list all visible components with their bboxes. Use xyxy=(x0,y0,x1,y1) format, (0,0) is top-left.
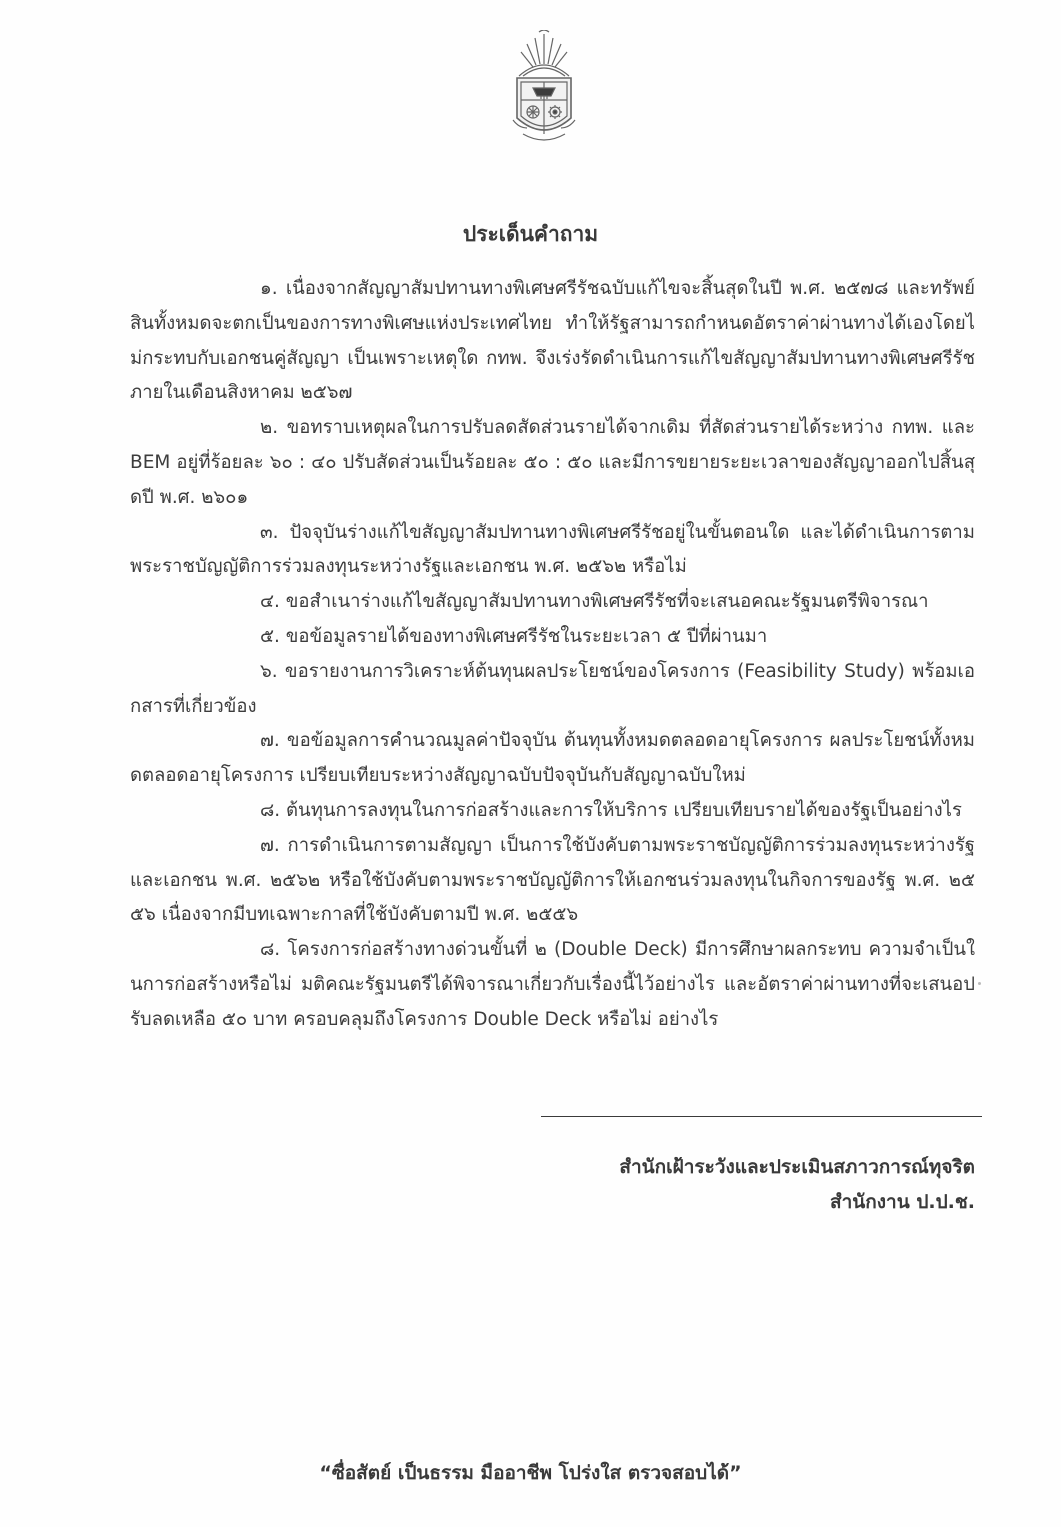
agency-name: สำนักงาน ป.ป.ช. xyxy=(830,1191,975,1213)
question-item-6: ๖. ขอรายงานการวิเคราะห์ต้นทุนผลประโยชน์ของโครงการ (Feasibility Study) พร้อมเอกสารที่เกี่ยวข้อง xyxy=(130,660,975,717)
question-list xyxy=(130,272,975,1038)
question-item-7: ๗. ขอข้อมูลการคำนวณมูลค่าปัจจุบัน ต้นทุนทั้งหมดตลอดอายุโครงการ ผลประโยชน์ทั้งหมดตลอดอายุโครงการ เปรียบเทียบระหว่างสัญญาฉบับปัจจุบันกับสัญญาฉบับใหม่ xyxy=(130,730,975,787)
question-item-9: ๗. การดำเนินการตามสัญญา เป็นการใช้บังคับตามพระราชบัญญัติการร่วมลงทุนระหว่างรัฐและเอกชน พ.ศ. ๒๕๖๒ หรือใช้บังคับตามพระราชบัญญัติการให้เอกชนร่วมลงทุนในกิจการของรัฐ พ.ศ. ๒๕๕๖ เนื่องจากมีบทเฉพาะกาลที่ใช้บังคับตามปี พ.ศ. ๒๕๕๖ xyxy=(130,834,975,926)
question-item-2: ๒. ขอทราบเหตุผลในการปรับลดสัดส่วนรายได้จากเดิม ที่สัดส่วนรายได้ระหว่าง กทพ. และ BEM อยู่ที่ร้อยละ ๖๐ : ๔๐ ปรับสัดส่วนเป็นร้อยละ ๕๐ : ๕๐ และมีการขยายระยะเวลาของสัญญาออกไปสิ้นสุดปี พ.ศ. ๒๖๐๑ xyxy=(130,417,975,508)
question-item-4: ๔. ขอสำเนาร่างแก้ไขสัญญาสัมปทานทางพิเศษศรีรัชที่จะเสนอคณะรัฐมนตรีพิจารณา xyxy=(260,591,929,613)
question-item-8: ๘. ต้นทุนการลงทุนในการก่อสร้างและการให้บริการ เปรียบเทียบรายได้ของรัฐเป็นอย่างไร xyxy=(260,799,962,821)
scan-speck xyxy=(978,982,981,985)
question-item-1: ๑. เนื่องจากสัญญาสัมปทานทางพิเศษศรีรัชฉบับแก้ไขจะสิ้นสุดในปี พ.ศ. ๒๕๗๘ และทรัพย์สินทั้งหมดจะตกเป็นของการทางพิเศษแห่งประเทศไทย ทำให้รัฐสามารถกำหนดอัตราค่าผ่านทางได้เองโดยไม่กระทบกับเอกชนคู่สัญญา เป็นเพราะเหตุใด กทพ. จึงเร่งรัดดำเนินการแก้ไขสัญญาสัมปทานทางพิเศษศรีรัช ภายในเดือนสิงหาคม ๒๕๖๗ xyxy=(130,278,975,404)
question-item-10: ๘. โครงการก่อสร้างทางด่วนขั้นที่ ๒ (Double Deck) มีการศึกษาผลกระทบ ความจำเป็นในการก่อสร้างหรือไม่ มติคณะรัฐมนตรีได้พิจารณาเกี่ยวกับเรื่องนี้ไว้อย่างไร และอัตราค่าผ่านทางที่จะเสนอปรับลดเหลือ ๕๐ บาท ครอบคลุมถึงโครงการ Double Deck หรือไม่ อย่างไร xyxy=(130,939,975,1030)
signature-line xyxy=(541,1116,982,1117)
agency-emblem-icon xyxy=(505,30,583,148)
question-item-5: ๕. ขอข้อมูลรายได้ของทางพิเศษศรีรัชในระยะเวลา ๕ ปีที่ผ่านมา xyxy=(260,625,768,647)
document-heading: ประเด็นคำถาม xyxy=(462,222,599,246)
agency-slogan: “ซื่อสัตย์ เป็นธรรม มืออาชีพ โปร่งใส ตรวจสอบได้” xyxy=(319,1462,742,1484)
office-name: สำนักเฝ้าระวังและประเมินสภาวการณ์ทุจริต xyxy=(619,1156,975,1178)
question-item-3: ๓. ปัจจุบันร่างแก้ไขสัญญาสัมปทานทางพิเศษศรีรัชอยู่ในขั้นตอนใด และได้ดำเนินการตามพระราชบัญญัติการร่วมลงทุนระหว่างรัฐและเอกชน พ.ศ. ๒๕๖๒ หรือไม่ xyxy=(130,521,975,578)
